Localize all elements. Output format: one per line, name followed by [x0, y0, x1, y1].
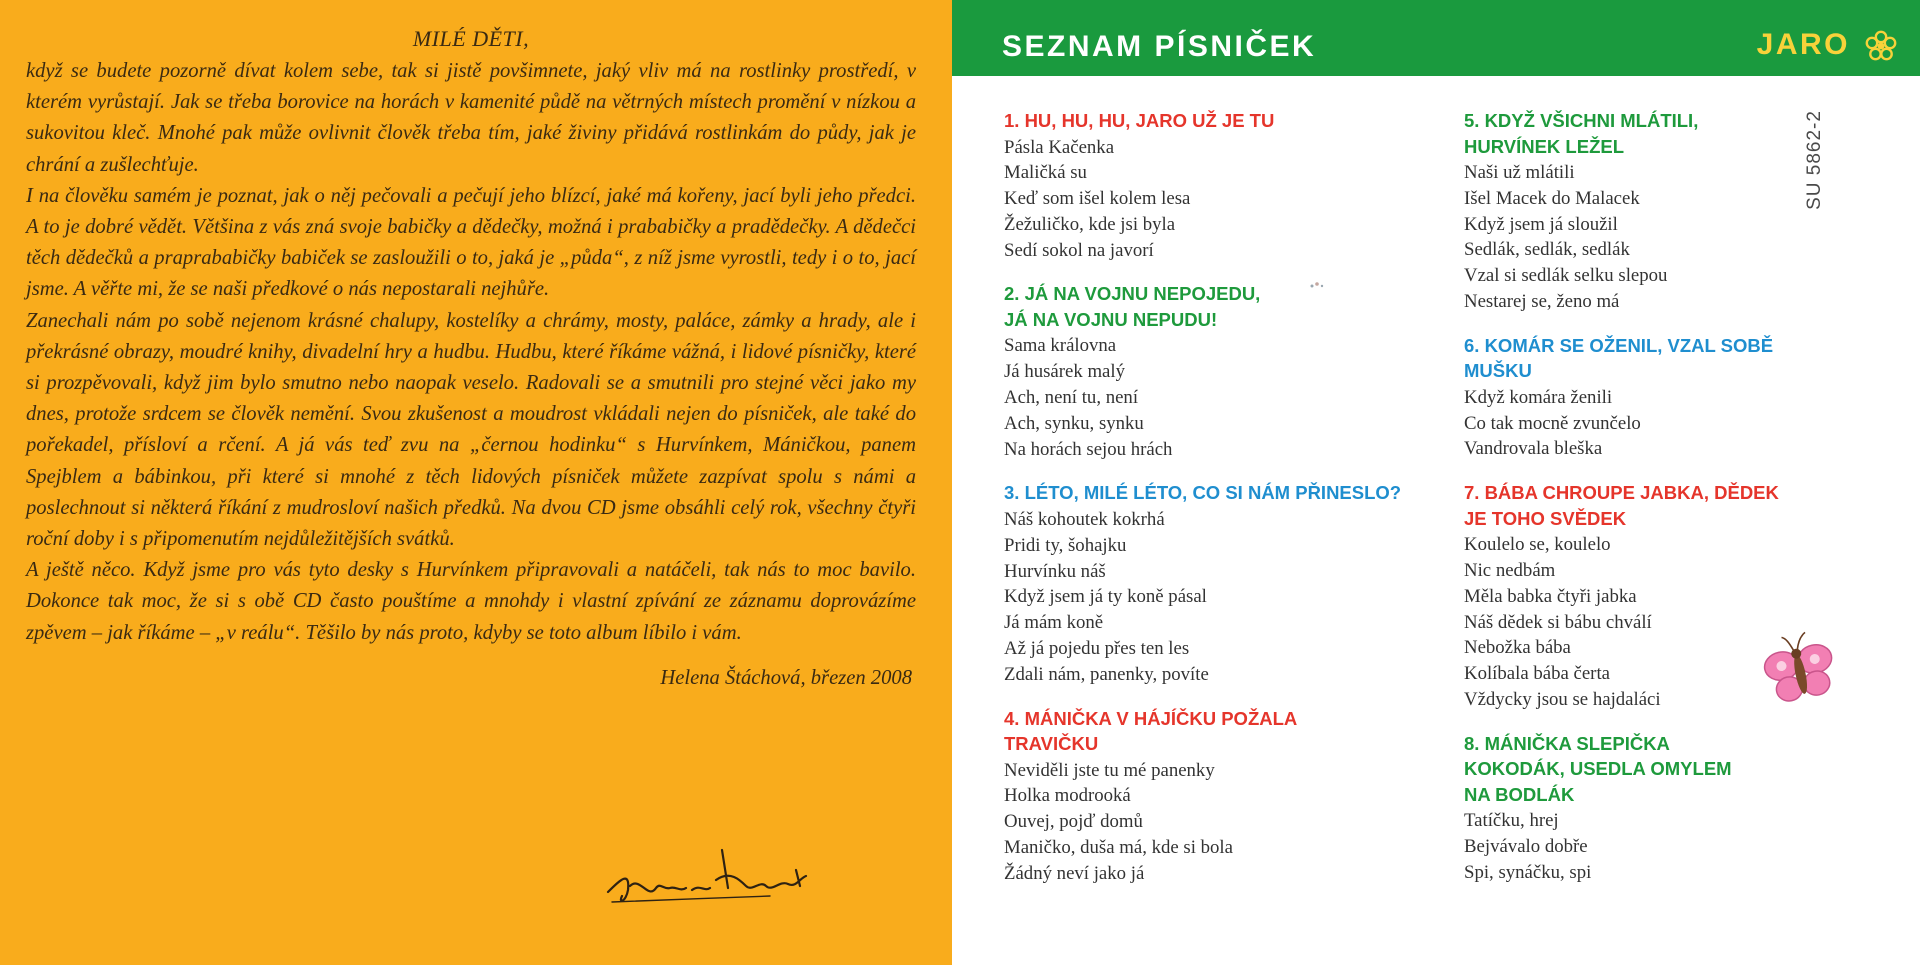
song-title: 8. MÁNIČKA SLEPIČKA KOKODÁK, USEDLA OMYLEM NA BODLÁK	[1464, 732, 1732, 805]
song-section	[1004, 706, 1424, 887]
song-item: Koulelo se, koulelo	[1464, 534, 1611, 556]
season-label: JARO	[1756, 28, 1850, 61]
song-item: Nic nedbám	[1464, 559, 1556, 581]
song-item: Když komára ženili	[1464, 386, 1613, 408]
song-item: Naši už mlátili	[1464, 162, 1575, 183]
song-title: 5. KDYŽ VŠICHNI MLÁTILI, HURVÍNEK LEŽEL	[1464, 110, 1699, 157]
tracklist-header	[952, 0, 1920, 76]
song-section	[1004, 281, 1424, 462]
letter-paragraph: když se budete pozorně dívat kolem sebe, tak si jistě povšimnete, jaký vliv má na rostlinky prostředí, v kterém vyrůstají. Jak se třeba borovice na horách v kamenité půdě na větrných místech promění v nízkou a sukovitou kleč. Mnohé pak může ovlivnit člověk třeba tím, jaké živiny přidává rostlinkám do půdy, jak je chrání a zušlechťuje.	[26, 60, 916, 176]
song-item: Kolíbala bába čerta	[1464, 663, 1610, 685]
song-item: Spi, synáčku, spi	[1464, 861, 1592, 883]
song-item: Sama královna	[1004, 335, 1117, 357]
song-item: Vandrovala bleška	[1464, 438, 1603, 460]
song-item: Až já pojedu přes ten les	[1004, 637, 1190, 659]
letter-greeting: MILÉ DĚTI,	[412, 26, 530, 51]
song-item: Na horách sejou hrách	[1004, 438, 1173, 460]
letter-signoff: Helena Štáchová, březen 2008	[660, 666, 912, 689]
song-item: Zdali nám, panenky, povíte	[1004, 663, 1209, 685]
song-item: Sedí sokol na javorí	[1004, 239, 1154, 261]
song-title: 4. MÁNIČKA V HÁJÍČKU POŽALA TRAVIČKU	[1004, 707, 1297, 755]
song-item: Bejvávalo dobře	[1464, 836, 1588, 858]
song-item: Když jsem já sloužil	[1464, 213, 1618, 235]
booklet-right-page	[952, 0, 1920, 965]
song-item: Ach, není tu, není	[1004, 387, 1139, 409]
song-item: Žežuličko, kde jsi byla	[1004, 213, 1176, 235]
song-item: Išel Macek do Malacek	[1464, 187, 1640, 209]
letter-body	[26, 56, 916, 649]
song-item: Nebožka bába	[1464, 637, 1571, 659]
song-column-right	[1464, 108, 1884, 904]
tracklist-title: SEZNAM PÍSNIČEK	[1002, 30, 1317, 63]
song-section	[1464, 333, 1884, 462]
song-item: Maničko, duša má, kde si bola	[1004, 836, 1233, 858]
handwritten-signature	[600, 840, 820, 920]
song-item: Nestarej se, ženo má	[1464, 290, 1620, 312]
song-item: Žádný neví jako já	[1004, 862, 1145, 884]
song-title: 7. BÁBA CHROUPE JABKA, DĚDEK JE TOHO SVĚDEK	[1464, 482, 1779, 529]
song-title: 2. JÁ NA VOJNU NEPOJEDU, JÁ NA VOJNU NEPUDU!	[1004, 283, 1261, 330]
song-item: Hurvínku náš	[1004, 560, 1106, 582]
song-title: 3. LÉTO, MILÉ LÉTO, CO SI NÁM PŘINESLO?	[1004, 482, 1402, 504]
catalog-number: SU 5862-2	[1804, 110, 1825, 210]
letter-paragraph: A ještě něco. Když jsme pro vás tyto desky s Hurvínkem připravovali a natáčeli, tak nás to moc bavilo. Dokonce tak moc, že si s obě CD často pouštíme a mnohdy i vlastní zpívání ze záznamu doprovázíme zpěvem – jak říkáme – „v reálu“. Těšilo by nás proto, kdyby se toto album líbilo i vám.	[26, 559, 916, 644]
song-section	[1004, 480, 1424, 687]
song-item: Pridi ty, šohajku	[1004, 534, 1127, 556]
song-item: Náš dědek si bábu chválí	[1464, 611, 1652, 633]
song-item: Já husárek malý	[1004, 361, 1125, 383]
song-item: Neviděli jste tu mé panenky	[1004, 759, 1215, 781]
song-item: Ach, synku, synku	[1004, 412, 1144, 434]
print-speck-decoration	[1308, 280, 1326, 290]
song-item: Holka modrooká	[1004, 785, 1131, 807]
song-section	[1004, 108, 1424, 263]
song-item: Sedlák, sedlák, sedlák	[1464, 239, 1630, 261]
flower-icon	[1864, 29, 1898, 63]
song-item: Vždycky jsou se hajdaláci	[1464, 688, 1661, 710]
song-item: Maličká su	[1004, 162, 1087, 184]
song-column-left	[1004, 108, 1424, 905]
song-title: 6. KOMÁR SE OŽENIL, VZAL SOBĚ MUŠKU	[1464, 334, 1774, 382]
song-item: Měla babka čtyři jabka	[1464, 585, 1637, 607]
song-item: Náš kohoutek kokrhá	[1004, 508, 1165, 530]
song-item: Když jsem já ty koně pásal	[1004, 586, 1207, 608]
song-item: Co tak mocně zvunčelo	[1464, 412, 1641, 434]
song-item: Tatíčku, hrej	[1464, 810, 1559, 832]
song-title: 1. HU, HU, HU, JARO UŽ JE TU	[1004, 110, 1275, 131]
song-item: Já mám koně	[1004, 612, 1104, 634]
butterfly-icon	[1754, 628, 1850, 724]
song-item: Keď som išel kolem lesa	[1004, 188, 1191, 210]
song-item: Pásla Kačenka	[1004, 136, 1115, 158]
letter-paragraph: I na člověku samém je poznat, jak o něj pečovali a pečují jeho blízcí, jaké má kořeny, jací byli jeho předci. A to je dobré vědět. Většina z vás zná svoje babičky a dědečky, možná i prababičky a pradědečky. A dědečci těch dědečků a praprababičky babiček se zasloužili o to, jaká je „půda“, z níž jsme vyrostli, tedy i o to, jací jsme. A věřte mi, že se naši předkové o nás nepostarali nejhůře.	[26, 184, 916, 301]
song-item: Vzal si sedlák selku slepou	[1464, 265, 1668, 287]
letter-paragraph: Zanechali nám po sobě nejenom krásné chalupy, kostelíky a chrámy, mosty, paláce, zámky a hrady, ale i překrásné obrazy, moudré knihy, divadelní hry a hudbu. Hudbu, které říkáme vážná, i lidové písničky, které si prozpěvovali, když jim bylo smutno nebo naopak veselo. Radovali se a smutnili pro stejné věci jako my dnes, protože srdcem se člověk nemění. Svou zkušenost a moudrost vkládali nejen do písniček, ale také do pořekadel, přísloví a rčení. A já vás teď zvu na „černou hodinku“ s Hurvínkem, Máničkou, panem Spejblem a bábinkou, při které si mnohé z těch lidových písniček můžete zazpívat spolu s námi a poslechnout si některá říkání z mudrosloví našich předků. Na dvou CD jsme obsáhli celý rok, všechny čtyři roční doby i s připomenutím nejdůležitějších svátků.	[26, 309, 916, 551]
booklet-left-page	[0, 0, 952, 965]
song-item: Ouvej, pojď domů	[1004, 811, 1143, 833]
song-section	[1464, 731, 1884, 886]
